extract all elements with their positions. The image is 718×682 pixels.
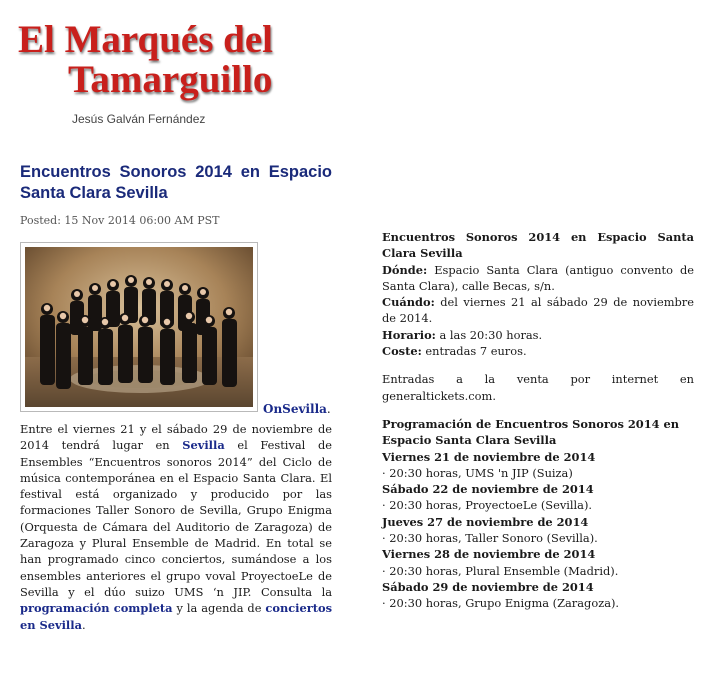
program-event: · 20:30 horas, Plural Ensemble (Madrid). — [382, 563, 619, 578]
dates-value: del viernes 21 al sábado 29 de noviembre de 2014. — [382, 295, 694, 326]
post-photo[interactable] — [20, 242, 258, 412]
post-body — [20, 421, 332, 633]
event-location — [382, 262, 694, 295]
program-event: · 20:30 horas, ProyectoeLe (Sevilla). — [382, 498, 593, 513]
event-dates — [382, 294, 694, 327]
event-info — [382, 229, 694, 612]
conciertos-en-sevilla-link[interactable]: conciertos en Sevilla — [20, 601, 333, 632]
photo-credit — [263, 402, 331, 416]
schedule-value: a las 20:30 horas. — [435, 327, 543, 342]
body-text-2: el Festival de Ensembles “Encuentros sonoros 2014” del Ciclo de música contemporánea en el Espacio Santa Clara. El festival está organizado y producido por las formaciones Taller Sonoro de Sevilla, Grupo Enigma (Orquesta de Cámara del Auditorio de Zaragoza) de Zaragoza y Plural Ensemble de Madrid. En total se han programado cinco conciertos, sumándose a los ensembles anteriores el grupo voval ProyectoeLe de Sevilla y el dúo suizo UMS ‘n JIP. Consulta la — [20, 438, 332, 599]
site-title-line2[interactable]: Tamarguillo — [68, 58, 273, 101]
program-heading: Programación de Encuentros Sonoros 2014 en Espacio Santa Clara Sevilla — [382, 416, 680, 448]
location-value: Espacio Santa Clara (antiguo convento de Santa Clara), calle Becas, s/n. — [382, 262, 694, 293]
site-title[interactable] — [18, 20, 308, 100]
event-cost — [382, 343, 694, 359]
schedule-label: Horario: — [382, 327, 436, 342]
program-day: Sábado 22 de noviembre de 2014 — [382, 482, 594, 497]
site-author: Jesús Galván Fernández — [72, 112, 206, 126]
photo-credit-link[interactable]: OnSevilla — [263, 402, 327, 416]
body-text-1: Entre el viernes 21 y el sábado 29 de noviembre de 2014 tendrá lugar en — [20, 422, 332, 453]
ensemble-group-photo — [25, 247, 253, 407]
post-date: Posted: 15 Nov 2014 06:00 AM PST — [20, 214, 220, 227]
photo-credit-dot: . — [326, 402, 331, 416]
program-event: · 20:30 horas, UMS 'n JIP (Suiza) — [382, 465, 573, 480]
program-event: · 20:30 horas, Taller Sonoro (Sevilla). — [382, 531, 598, 546]
program-day: Sábado 29 de noviembre de 2014 — [382, 579, 594, 594]
program-day: Jueves 27 de noviembre de 2014 — [382, 514, 589, 529]
event-schedule — [382, 327, 694, 343]
sevilla-link[interactable]: Sevilla — [182, 438, 225, 453]
site-title-line1[interactable]: El Marqués del — [18, 18, 273, 61]
cost-value: entradas 7 euros. — [421, 344, 527, 359]
location-label: Dónde: — [382, 262, 428, 277]
tickets-info: Entradas a la venta por internet en generaltickets.com. — [382, 372, 694, 403]
program-day: Viernes 21 de noviembre de 2014 — [382, 449, 596, 464]
post-title[interactable]: Encuentros Sonoros 2014 en Espacio Santa Clara Sevilla — [20, 163, 332, 202]
program-day: Viernes 28 de noviembre de 2014 — [382, 547, 596, 562]
event-info-heading: Encuentros Sonoros 2014 en Espacio Santa Clara Sevilla — [382, 230, 694, 261]
cost-label: Coste: — [382, 344, 422, 359]
program-event: · 20:30 horas, Grupo Enigma (Zaragoza). — [382, 596, 620, 611]
dates-label: Cuándo: — [382, 295, 435, 310]
body-text-4: . — [81, 617, 86, 632]
programacion-completa-link[interactable]: programación completa — [20, 601, 173, 616]
body-text-3: y la agenda de — [172, 601, 266, 616]
